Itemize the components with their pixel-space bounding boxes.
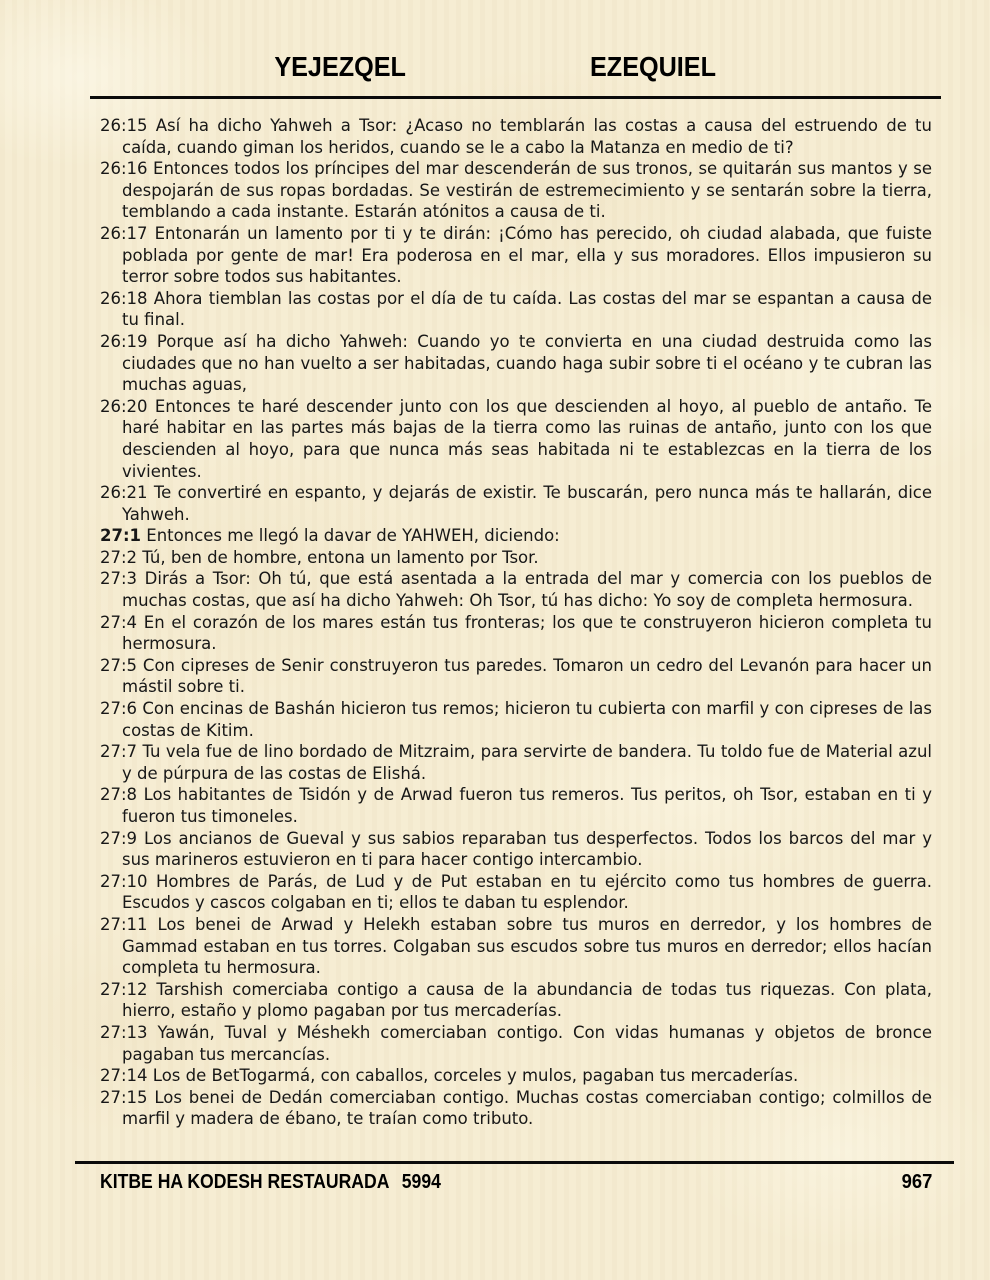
verse-text: Los de BetTogarmá, con caballos, corceles y mulos, pagaban tus mercaderías.	[147, 1066, 799, 1086]
verse	[100, 612, 932, 655]
title-yejezqel: YEJEZQEL	[274, 51, 406, 82]
verse-ref: 27:6	[100, 699, 138, 719]
verse-text: Entonarán un lamento por ti y te dirán: ¡Cómo has perecido, oh ciudad alabada, que fuiste poblada por gente de mar! Era poderosa en el mar, ella y sus moradores. Ellos impusieron su terror sobre todos sus habitantes.	[122, 223, 932, 287]
verse-text: Ahora tiemblan las costas por el día de tu caída. Las costas del mar se espantan a causa de tu final.	[122, 288, 932, 330]
footer-rule	[75, 1161, 954, 1164]
verse-text: Dirás a Tsor: Oh tú, que está asentada a la entrada del mar y comercia con los pueblos de muchas costas, que así ha dicho Yahweh: Oh Tsor, tú has dicho: Yo soy de completa hermosura.	[122, 569, 932, 611]
verse-ref: 27:3	[100, 569, 138, 589]
verse	[100, 1022, 932, 1065]
verse-ref: 27:14	[100, 1066, 148, 1086]
verse	[100, 871, 932, 914]
verse	[100, 331, 932, 396]
verse-text: Tarshish comerciaba contigo a causa de la abundancia de todas tus riquezas. Con plata, hierro, estaño y plomo pagaban por tus mercaderías.	[122, 979, 932, 1021]
verse-ref: 26:19	[100, 331, 148, 351]
verse-text: Con cipreses de Senir construyeron tus paredes. Tomaron un cedro del Levanón para hacer un mástil sobre ti.	[122, 655, 932, 697]
verse	[100, 482, 932, 525]
footer-page-number: 967	[901, 1171, 932, 1193]
verse-ref: 27:12	[100, 979, 148, 999]
verse-text: Hombres de Parás, de Lud y de Put estaban en tu ejército como tus hombres de guerra. Escudos y cascos colgaban en ti; ellos te daban tu esplendor.	[122, 871, 932, 913]
verse	[100, 828, 932, 871]
verse	[100, 741, 932, 784]
verse-text: Los ancianos de Gueval y sus sabios reparaban tus desperfectos. Todos los barcos del mar y sus marineros estuvieron en ti para hacer contigo intercambio.	[122, 828, 932, 870]
verse-text: Tú, ben de hombre, entona un lamento por Tsor.	[137, 547, 539, 567]
verse-ref: 26:20	[100, 396, 148, 416]
verse	[100, 396, 932, 482]
verse-ref: 27:10	[100, 871, 148, 891]
header-rule	[90, 96, 941, 99]
verse-ref: 27:15	[100, 1087, 148, 1107]
verse-ref: 27:1	[100, 526, 142, 546]
verse	[100, 115, 932, 158]
verse	[100, 655, 932, 698]
verse-text: Los benei de Dedán comerciaban contigo. Muchas costas comerciaban contigo; colmillos de marfil y madera de ébano, te traían como tributo.	[122, 1087, 932, 1129]
verse-text: Yawán, Tuval y Méshekh comerciaban contigo. Con vidas humanas y objetos de bronce pagaban tus mercancías.	[122, 1022, 932, 1064]
verse-ref: 26:18	[100, 288, 148, 308]
verse	[100, 288, 932, 331]
verse-ref: 27:2	[100, 547, 138, 567]
verse-text: Porque así ha dicho Yahweh: Cuando yo te convierta en una ciudad destruida como las ciudades que no han vuelto a ser habitadas, cuando haga subir sobre ti el océano y te cubran las muchas aguas,	[122, 331, 932, 395]
verse-ref: 26:15	[100, 116, 148, 135]
verse-ref: 27:4	[100, 612, 138, 632]
verse-text: Entonces todos los príncipes del mar descenderán de sus tronos, se quitarán sus mantos y se despojarán de sus ropas bordadas. Se vestirán de estremecimiento y se sentarán sobre la tierra, temblando a cada instante. Estarán atónitos a causa de ti.	[122, 159, 932, 222]
verse-text: Te convertiré en espanto, y dejarás de existir. Te buscarán, pero nunca más te hallarán, dice Yahweh.	[122, 483, 932, 524]
verse	[100, 784, 932, 827]
verses-container	[100, 115, 932, 1130]
page-footer	[0, 1161, 990, 1194]
verse-ref: 27:11	[100, 914, 148, 934]
footer-year: 5994	[401, 1171, 441, 1193]
verse	[100, 698, 932, 741]
verse	[100, 979, 932, 1022]
verse-ref: 27:13	[100, 1022, 148, 1042]
verse	[100, 158, 932, 223]
verse-text: Así ha dicho Yahweh a Tsor: ¿Acaso no temblarán las costas a causa del estruendo de tu caída, cuando giman los heridos, cuando se le a cabo la Matanza en medio de ti?	[122, 116, 932, 157]
verse	[100, 1087, 932, 1130]
verse-text: Entonces te haré descender junto con los que descienden al hoyo, al pueblo de antaño. Te haré habitar en las partes más bajas de la tierra como las ruinas de antaño, junto con los que descienden al hoyo, para que nunca más seas habitada ni te establezcas en la tierra de los vivientes.	[122, 396, 932, 481]
title-ezequiel: EZEQUIEL	[590, 51, 717, 82]
verse-text: Los benei de Arwad y Helekh estaban sobre tus muros en derredor, y los hombres de Gammad estaban en tus torres. Colgaban sus escudos sobre tus muros en derredor; ellos hacían completa tu hermosura.	[122, 914, 932, 978]
verse	[100, 568, 932, 611]
verse-text: Tu vela fue de lino bordado de Mitzraim, para servirte de bandera. Tu toldo fue de Material azul y de púrpura de las costas de Elishá.	[122, 742, 932, 783]
page-header	[0, 0, 990, 82]
verse	[100, 223, 932, 288]
verse-ref: 27:5	[100, 655, 138, 675]
verse-text: En el corazón de los mares están tus fronteras; los que te construyeron hicieron completa tu hermosura.	[122, 612, 932, 654]
verse	[100, 547, 932, 569]
verse-ref: 27:8	[100, 785, 138, 805]
verse	[100, 1065, 932, 1087]
footer-edition-title: KITBE HA KODESH RESTAURADA	[100, 1171, 390, 1193]
verse-ref: 27:9	[100, 828, 138, 848]
verse-text: Entonces me llegó la davar de YAHWEH, diciendo:	[141, 526, 560, 546]
verse-ref: 26:21	[100, 483, 148, 503]
verse-ref: 26:16	[100, 159, 148, 179]
verse-ref: 27:7	[100, 742, 138, 762]
verse	[100, 525, 932, 547]
verse-text: Con encinas de Bashán hicieron tus remos; hicieron tu cubierta con marfil y con cipreses de las costas de Kitim.	[122, 699, 932, 740]
verse	[100, 914, 932, 979]
verse-ref: 26:17	[100, 223, 148, 243]
footer-edition	[100, 1171, 441, 1194]
verse-text: Los habitantes de Tsidón y de Arwad fueron tus remeros. Tus peritos, oh Tsor, estaban en ti y fueron tus timoneles.	[122, 785, 932, 826]
